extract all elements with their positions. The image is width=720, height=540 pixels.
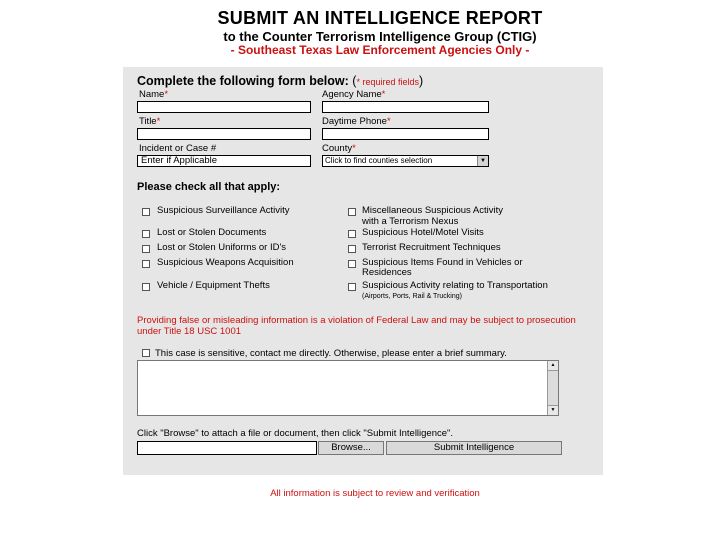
summary-textarea[interactable] [137,360,559,416]
option-surveillance: Suspicious Surveillance Activity [157,205,290,216]
form-title-text: Complete the following form below: [137,74,349,88]
option-misc-activity-cont: with a Terrorism Nexus [362,216,459,227]
agency-label [322,89,385,100]
title-label-text: Title [139,116,157,127]
checkbox-items-found[interactable] [348,260,356,268]
incident-label: Incident or Case # [139,143,217,154]
option-transportation-cont: (Airports, Ports, Rail & Trucking) [362,293,462,300]
legal-warning: Providing false or misleading information is a violation of Federal Law and may be subject to prosecution under Title 18 USC 1001 [137,315,576,337]
county-label-text: County [322,143,353,154]
checkbox-recruitment[interactable] [348,245,356,253]
phone-label-text: Daytime Phone [322,116,387,127]
phone-label [322,116,391,127]
checkbox-lost-uniforms[interactable] [142,245,150,253]
phone-field[interactable] [322,128,489,140]
browse-instruction: Click "Browse" to attach a file or document, then click "Submit Intelligence". [137,428,454,439]
browse-button[interactable]: Browse... [318,441,384,455]
chevron-down-icon[interactable]: ▼ [477,156,488,166]
form-title-paren-open: ( [352,74,357,88]
checklist-heading: Please check all that apply: [137,181,281,193]
option-vehicle-thefts: Vehicle / Equipment Thefts [157,280,270,291]
title-field[interactable] [137,128,311,140]
page-title: SUBMIT AN INTELLIGENCE REPORT [217,8,543,28]
checkbox-weapons[interactable] [142,260,150,268]
sensitive-label: This case is sensitive, contact me directly. Otherwise, please enter a brief summary. [155,348,507,359]
option-items-found-cont: Residences [362,267,412,278]
option-recruitment: Terrorist Recruitment Techniques [362,242,501,253]
textarea-scrollbar[interactable] [547,361,558,415]
form-title [137,74,423,88]
scroll-down-icon[interactable]: ▼ [548,405,558,415]
checkbox-sensitive[interactable] [142,349,150,357]
checkbox-vehicle-thefts[interactable] [142,283,150,291]
checkbox-transportation[interactable] [348,283,356,291]
checkbox-hotel-visits[interactable] [348,230,356,238]
required-star: * [164,89,169,100]
page-subtitle: to the Counter Terrorism Intelligence Group (CTIG) [223,29,537,44]
required-star: * [381,89,386,100]
county-select-value: Click to find counties selection [325,156,433,165]
option-items-found: Suspicious Items Found in Vehicles or [362,257,523,268]
agency-label-text: Agency Name [322,89,382,100]
option-lost-documents: Lost or Stolen Documents [157,227,267,238]
review-notice: All information is subject to review and verification [270,488,480,499]
name-label [139,89,168,100]
county-select[interactable] [322,155,489,167]
option-hotel-visits: Suspicious Hotel/Motel Visits [362,227,484,238]
agency-field[interactable] [322,101,489,113]
name-field[interactable] [137,101,311,113]
incident-field[interactable]: Enter if Applicable [137,155,311,167]
required-star: * [352,143,356,154]
submit-intelligence-button[interactable]: Submit Intelligence [386,441,562,455]
scroll-up-icon[interactable]: ▲ [548,361,558,371]
county-label [322,143,356,154]
option-transportation: Suspicious Activity relating to Transportation [362,280,548,291]
option-misc-activity: Miscellaneous Suspicious Activity [362,205,503,216]
checkbox-surveillance[interactable] [142,208,150,216]
title-label [139,116,160,127]
restriction-notice: - Southeast Texas Law Enforcement Agencies Only - [230,43,530,57]
form-title-paren-close: ) [419,74,424,88]
checkbox-misc-activity[interactable] [348,208,356,216]
checkbox-lost-documents[interactable] [142,230,150,238]
required-star: * [386,116,391,127]
required-fields-note: * required fields [356,77,420,87]
option-weapons: Suspicious Weapons Acquisition [157,257,294,268]
file-path-input[interactable] [137,441,317,455]
name-label-text: Name [139,89,165,100]
option-lost-uniforms: Lost or Stolen Uniforms or ID's [157,242,287,253]
required-star: * [156,116,161,127]
